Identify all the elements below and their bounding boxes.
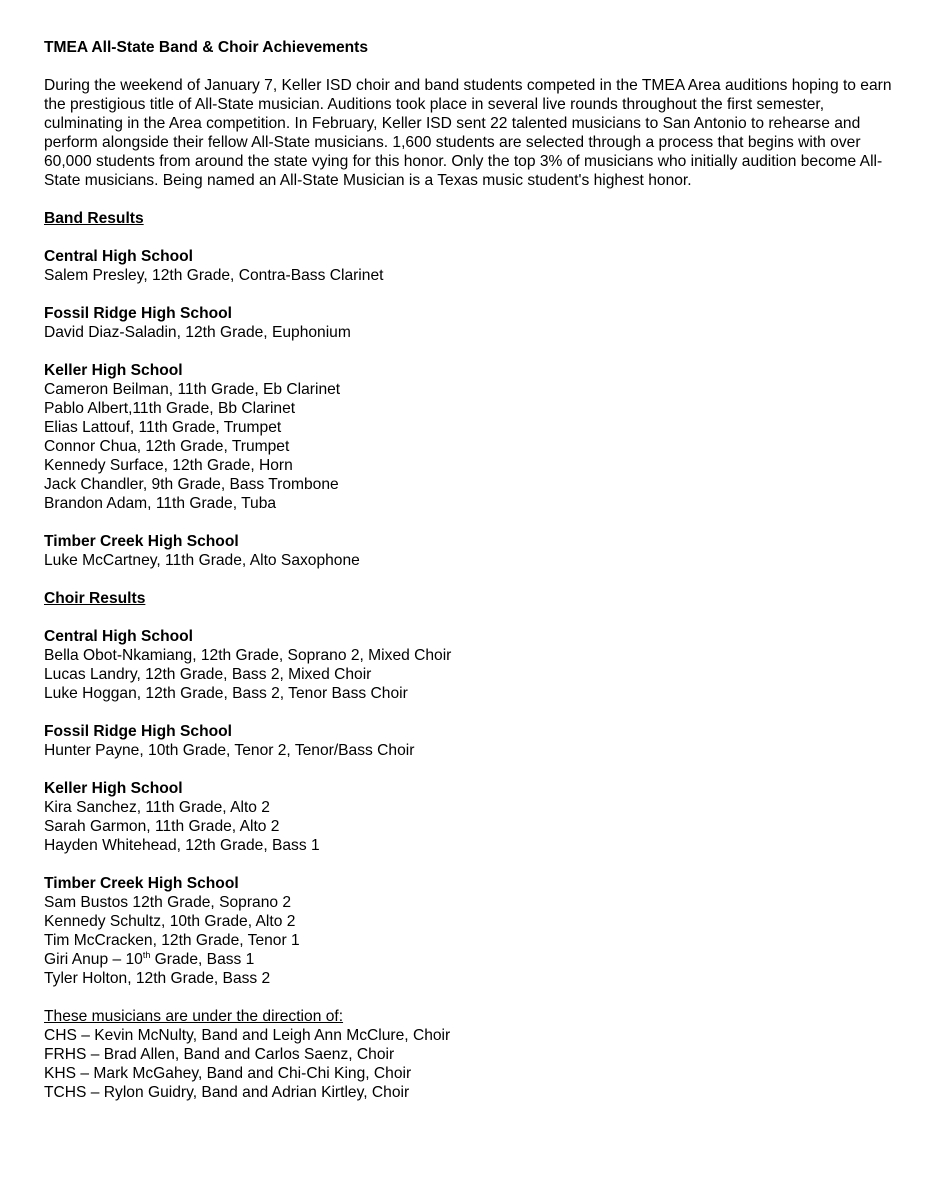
direction-heading: These musicians are under the direction of:: [44, 1008, 344, 1025]
choir-school-central: [44, 627, 898, 703]
school-name: Timber Creek High School: [44, 875, 239, 892]
student-entry: Hayden Whitehead, 12th Grade, Bass 1: [44, 837, 320, 854]
student-entry: Kira Sanchez, 11th Grade, Alto 2: [44, 799, 270, 816]
school-name: Keller High School: [44, 362, 183, 379]
student-entry: Connor Chua, 12th Grade, Trumpet: [44, 438, 290, 455]
school-name: Fossil Ridge High School: [44, 723, 233, 740]
band-school-fossil-ridge: [44, 304, 898, 342]
band-results-heading: Band Results: [44, 210, 144, 227]
choir-school-fossil-ridge: [44, 722, 898, 760]
school-name: Fossil Ridge High School: [44, 305, 233, 322]
director-entry: TCHS – Rylon Guidry, Band and Adrian Kirtley, Choir: [44, 1084, 410, 1101]
student-entry: Cameron Beilman, 11th Grade, Eb Clarinet: [44, 381, 341, 398]
school-name: Central High School: [44, 628, 194, 645]
document-title: TMEA All-State Band & Choir Achievements: [44, 39, 369, 56]
intro-paragraph: During the weekend of January 7, Keller ISD choir and band students competed in the TMEA Area auditions hoping to earn the prestigious title of All-State musician. Auditions took place in several live rounds throughout the first semester, culminating in the Area competition. In February, Keller ISD sent 22 talented musicians to San Antonio to rehearse and perform alongside their fellow All-State musicians. 1,600 students are selected through a process that begins with over 60,000 students from around the state vying for this honor. Only the top 3% of musicians who initially audition become All-State musicians. Being named an All-State Musician is a Texas music student's highest honor.: [44, 77, 892, 189]
band-school-central: [44, 247, 898, 285]
student-entry: David Diaz-Saladin, 12th Grade, Euphonium: [44, 324, 351, 341]
student-entry: Kennedy Schultz, 10th Grade, Alto 2: [44, 913, 296, 930]
student-entry: Elias Lattouf, 11th Grade, Trumpet: [44, 419, 282, 436]
director-entry: CHS – Kevin McNulty, Band and Leigh Ann McClure, Choir: [44, 1027, 451, 1044]
student-entry: Sarah Garmon, 11th Grade, Alto 2: [44, 818, 280, 835]
direction-block: [44, 1007, 898, 1102]
director-entry: KHS – Mark McGahey, Band and Chi-Chi King, Choir: [44, 1065, 412, 1082]
choir-school-keller: [44, 779, 898, 855]
choir-school-timber-creek: [44, 874, 898, 988]
student-entry: Salem Presley, 12th Grade, Contra-Bass Clarinet: [44, 267, 384, 284]
student-entry: Lucas Landry, 12th Grade, Bass 2, Mixed Choir: [44, 666, 372, 683]
student-entry: Hunter Payne, 10th Grade, Tenor 2, Tenor/Bass Choir: [44, 742, 415, 759]
student-entry: Pablo Albert,11th Grade, Bb Clarinet: [44, 400, 296, 417]
student-entry: Bella Obot-Nkamiang, 12th Grade, Soprano 2, Mixed Choir: [44, 647, 452, 664]
band-school-timber-creek: [44, 532, 898, 570]
student-entry: Jack Chandler, 9th Grade, Bass Trombone: [44, 476, 339, 493]
student-entry: Sam Bustos 12th Grade, Soprano 2: [44, 894, 292, 911]
band-school-keller: [44, 361, 898, 513]
student-entry: Kennedy Surface, 12th Grade, Horn: [44, 457, 293, 474]
school-name: Central High School: [44, 248, 194, 265]
student-entry-superscript: Giri Anup – 10th Grade, Bass 1: [44, 950, 255, 968]
school-name: Timber Creek High School: [44, 533, 239, 550]
student-entry: Tyler Holton, 12th Grade, Bass 2: [44, 970, 271, 987]
student-entry: Luke Hoggan, 12th Grade, Bass 2, Tenor Bass Choir: [44, 685, 408, 702]
student-entry: Luke McCartney, 11th Grade, Alto Saxophone: [44, 552, 360, 569]
director-entry: FRHS – Brad Allen, Band and Carlos Saenz, Choir: [44, 1046, 395, 1063]
choir-results-heading: Choir Results: [44, 590, 146, 607]
student-entry: Tim McCracken, 12th Grade, Tenor 1: [44, 932, 300, 949]
student-entry: Brandon Adam, 11th Grade, Tuba: [44, 495, 277, 512]
school-name: Keller High School: [44, 780, 183, 797]
